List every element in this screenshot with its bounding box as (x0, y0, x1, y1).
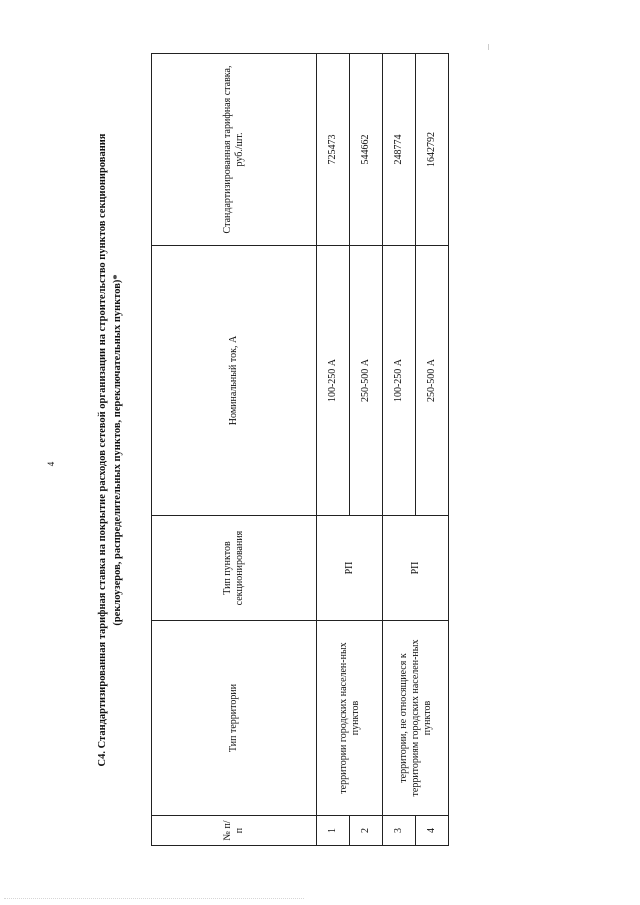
cell-rate: 248774 (383, 54, 416, 246)
document-title (95, 45, 125, 855)
title-line-1: С4. Стандартизированная тарифная ставка на покрытие расходов сетевой организации на строительство пунктов секционирования (97, 133, 108, 767)
tariff-table (151, 53, 449, 846)
table-row (383, 54, 416, 846)
scan-dot (488, 44, 489, 50)
title-line-2: (реклоузеров, распределительных пунктов, переключательных пунктов)* (112, 274, 123, 626)
cell-num: 1 (317, 816, 350, 846)
header-territory: Тип территории (152, 621, 317, 816)
header-rate: Стандартизированная тарифная ставка, руб./шт. (152, 54, 317, 246)
page-number: 4 (46, 461, 56, 467)
cell-current: 100-250 А (317, 246, 350, 516)
cell-point-type: РП (317, 516, 383, 621)
cell-current: 250-500 А (416, 246, 449, 516)
cell-num: 2 (350, 816, 383, 846)
cell-rate: 1642792 (416, 54, 449, 246)
cell-territory: территории городских населен-ных пунктов (317, 621, 383, 816)
cell-point-type: РП (383, 516, 449, 621)
cell-rate: 725473 (317, 54, 350, 246)
table-row (317, 54, 350, 846)
header-current: Номинальный ток, А (152, 246, 317, 516)
cell-territory: территории, не относящиеся к территориям городских населен-ных пунктов (383, 621, 449, 816)
cell-current: 250-500 А (350, 246, 383, 516)
rotated-page-content (95, 45, 437, 855)
header-num: № п/п (152, 816, 317, 846)
cell-num: 3 (383, 816, 416, 846)
cell-num: 4 (416, 816, 449, 846)
cell-current: 100-250 А (383, 246, 416, 516)
scan-artifact (4, 898, 304, 902)
table-header-row (152, 54, 317, 846)
header-point-type: Тип пунктов секционирования (152, 516, 317, 621)
cell-rate: 544662 (350, 54, 383, 246)
